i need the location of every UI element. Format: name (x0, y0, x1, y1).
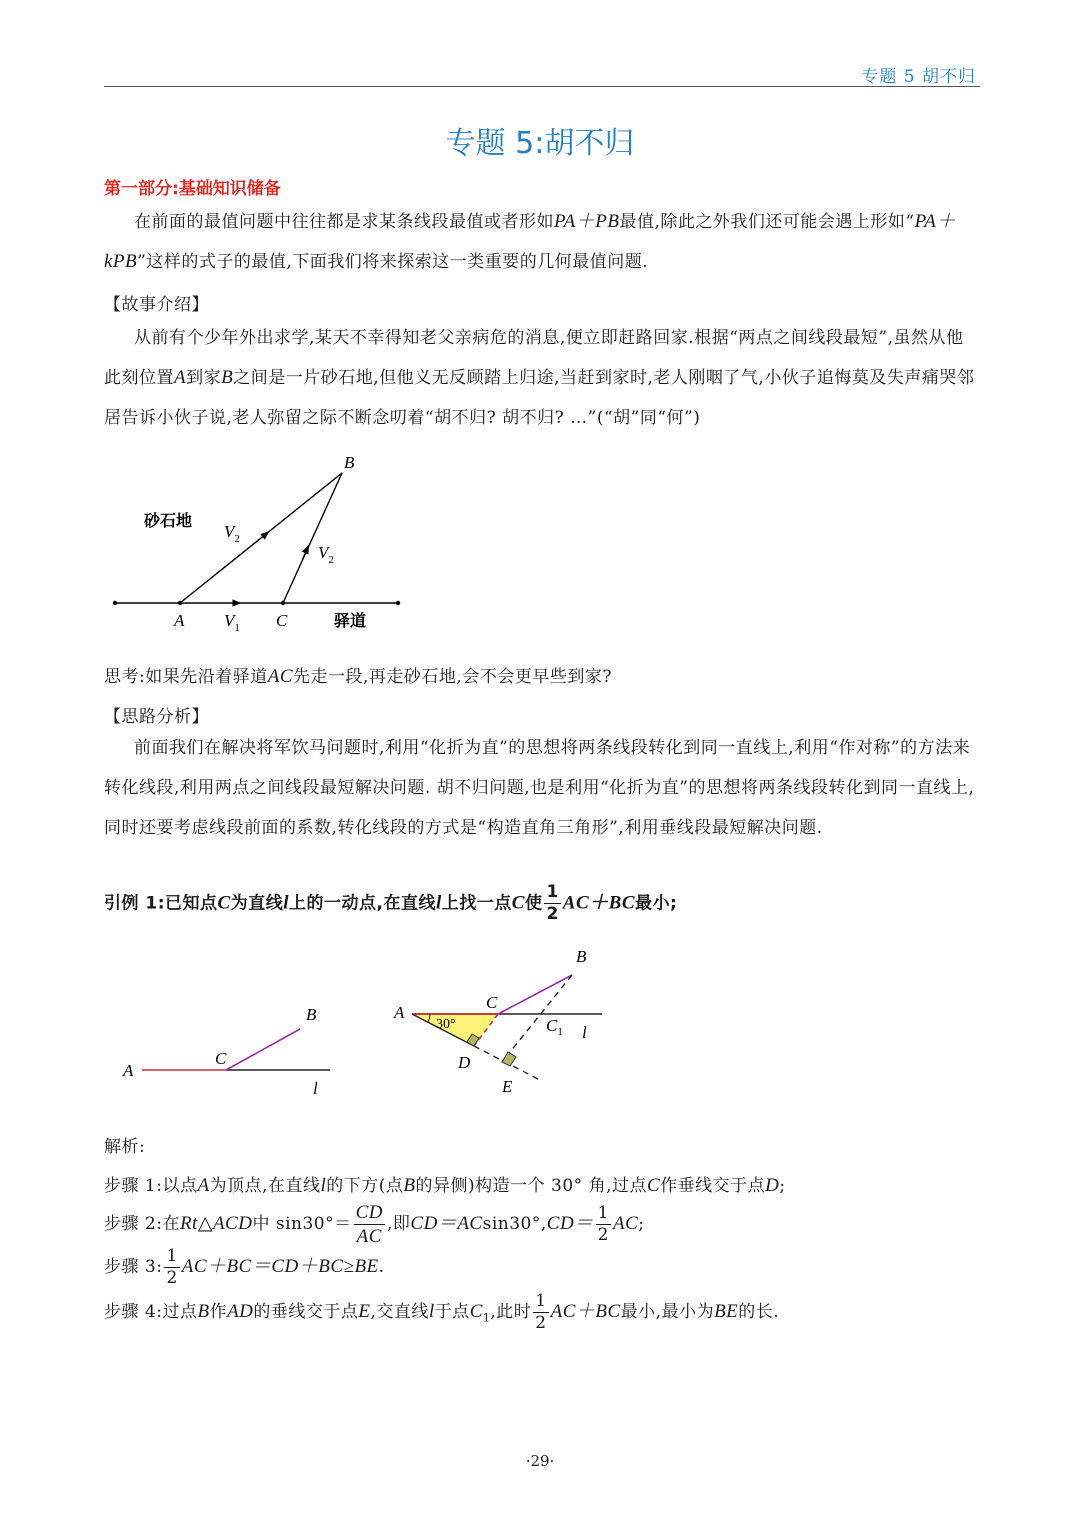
example-expr-c: C (217, 892, 231, 914)
story-text-1: 从前有个少年外出求学,某天不幸得知老父亲病危的消息,便立即赶路回家.根据“两点之间线段最短”,虽然从他此刻位置 (104, 328, 964, 388)
label-region-sand: 砂石地 (144, 511, 193, 530)
step-4: 步骤 4:过点B作AD的垂线交于点E,交直线l于点$C_1$,此时 $\frac{1}{2}$ AC＋BC最小,最小为BE的长. (104, 1291, 780, 1333)
label-c1: $C_1$ (546, 1016, 563, 1038)
section-heading: 第一部分:基础知识储备 (104, 179, 281, 199)
example-line (104, 884, 677, 923)
think-text-1: 思考:如果先沿着驿道 (104, 667, 268, 687)
right-angle-e (502, 1052, 516, 1066)
arrow-ab (255, 534, 266, 543)
step4-fraction-half: $\frac{1}{2}$ (535, 1291, 547, 1333)
example-expr-c2: C (511, 892, 525, 914)
label-b: B (576, 947, 587, 966)
story-text-3: 之间是一片砂石地,但他义无反顾踏上归途,当赶到家时,老人刚咽了气,小伙子追悔莫及失声痛哭邻居告诉小伙子说,老人弥留之际不断念叨着“胡不归? 胡不归? …”(“胡”同“何”) (104, 368, 975, 428)
label-b: B (306, 1005, 317, 1024)
page-number: ·29· (525, 1452, 555, 1470)
think-text-2: 先走一段,再走砂石地,会不会更早些到家? (293, 667, 612, 687)
story-expr-a: A (174, 367, 187, 388)
label-road: 驿道 (334, 611, 367, 630)
think-expr-ac: AC (267, 666, 294, 687)
story-paragraph (104, 318, 980, 438)
example-fraction: $\frac{1}{2}$ (546, 882, 559, 924)
header-rule (104, 86, 980, 87)
figure-road-diagram (100, 448, 420, 638)
label-d: D (458, 1053, 471, 1072)
label-speed-sand-1: $V_2$ (224, 522, 240, 545)
example-expr-l: l (283, 892, 290, 914)
intro-text-3: ”这样的式子的最值,下面我们将来探索这一类重要的几何最值问题. (137, 252, 649, 272)
label-e: E (502, 1077, 513, 1096)
segment-cb-purple (226, 1029, 300, 1070)
label-c: C (486, 993, 498, 1012)
analysis-label: 【思路分析】 (104, 707, 209, 727)
road-end-right (396, 601, 400, 605)
intro-expr-2: PA＋kPB (104, 211, 956, 272)
segment-cb-purple (498, 975, 572, 1014)
step-1: 步骤 1:以点A为顶点,在直线l的下方(点B的异侧)构造一个 30° 角,过点C作垂线交于点D; (104, 1175, 786, 1196)
segment-be-dashed (502, 975, 572, 1062)
label-l: l (313, 1079, 318, 1098)
label-point-a: A (174, 611, 185, 630)
label-speed-sand-2: $V_2$ (318, 543, 334, 566)
point-c (281, 601, 285, 605)
running-header: 专题 5 胡不归 (861, 67, 976, 87)
figure-example-right (390, 944, 620, 1100)
analysis-paragraph: 前面我们在解决将军饮马问题时,利用“化折为直”的思想将两条线段转化到同一直线上,利用“作对称”的方法来转化线段,利用两点之间线段最短解决问题. 胡不归问题,也是利用“化折为直”的思想将两条线段转化到同一直线上,同时还要考虑线段前面的系数,转化线段的方式是“构造直角三角形”,利用垂线段最短解决问题. (104, 738, 975, 838)
label-a: A (123, 1061, 134, 1080)
example-text-3: 上的一动点,在直线 (289, 893, 436, 914)
step3-fraction-half: $\frac{1}{2}$ (166, 1246, 178, 1288)
label-speed-road: $V_1$ (224, 611, 240, 634)
step2-fraction-cd-ac: $\frac{CD}{AC}$ (355, 1202, 384, 1247)
intro-text-1: 在前面的最值问题中往往都是求某条线段最值或者形如 (134, 212, 554, 232)
step-3: 步骤 3: $\frac{1}{2}$ AC＋BC＝CD＋BC≥BE. (104, 1246, 385, 1288)
page-title: 专题 5:胡不归 (445, 126, 635, 161)
example-text-1: 引例 1:已知点 (104, 893, 218, 914)
intro-paragraph (104, 202, 980, 282)
example-expr-l2: l (435, 892, 442, 914)
story-expr-b: B (221, 367, 234, 388)
example-text-4: 上找一点 (441, 893, 512, 914)
label-a: A (394, 1003, 405, 1022)
intro-text-2: 最值,除此之外我们还可能会遇上形如“ (619, 212, 915, 232)
label-c: C (215, 1049, 227, 1068)
label-angle-30: 30° (436, 1017, 456, 1032)
figure-example-left (118, 1000, 348, 1100)
example-text-6: 最小; (635, 893, 678, 914)
example-text-2: 为直线 (230, 893, 284, 914)
label-point-c: C (276, 611, 288, 630)
think-line (104, 662, 612, 688)
step2-fraction-half: $\frac{1}{2}$ (597, 1203, 609, 1245)
story-label: 【故事介绍】 (104, 295, 209, 315)
point-a (178, 601, 182, 605)
story-text-2: 到家 (186, 368, 222, 388)
arrow-cb (302, 549, 307, 560)
example-expr-sum: AC＋BC (562, 892, 635, 914)
step-2: 步骤 2:在Rt△ACD中 sin30°＝ $\frac{CD}{AC}$ ,即CD＝ACsin30°,CD＝ $\frac{1}{2}$ AC; (104, 1202, 645, 1247)
intro-expr-1: PA＋PB (554, 211, 620, 232)
example-text-5: 使 (524, 893, 543, 914)
solution-label: 解析: (104, 1137, 146, 1157)
label-l: l (582, 1023, 587, 1042)
segment-cb (283, 473, 342, 603)
road-end-left (113, 601, 117, 605)
label-point-b: B (344, 453, 355, 472)
